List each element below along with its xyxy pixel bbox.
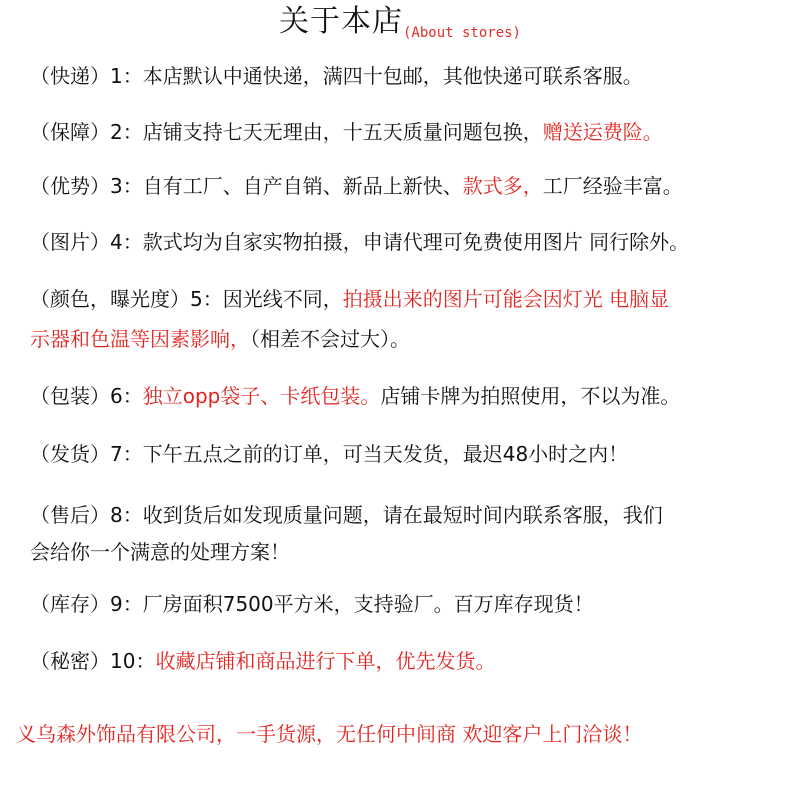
footer-company-line: 义乌森外饰品有限公司，一手货源，无任何中间商 欢迎客户上门洽谈！ [16,722,643,746]
title-sub: (About stores) [402,25,521,41]
item-text: 因光线不同， [222,287,343,311]
item-1 [30,62,643,90]
item-label: （库存）9： [30,592,143,616]
item-text: 店铺支持七天无理由，十五天质量问题包换， [142,120,543,144]
item-7 [30,440,628,468]
item-8 [30,501,663,529]
item-highlight-text: 款式多， [462,174,543,198]
item-8-cont [30,538,290,566]
item-text: 收到货后如发现质量问题，请在最短时间内联系客服，我们 [142,503,663,527]
item-3 [30,172,683,200]
item-highlight-text: 独立opp袋子、卡纸包装。 [142,384,381,408]
item-text: 会给你一个满意的处理方案！ [30,540,290,564]
item-highlight-text: 收藏店铺和商品进行下单，优先发货。 [155,649,496,673]
item-text: 厂房面积7500平方米，支持验厂。百万库存现货！ [142,592,594,616]
item-5-cont [30,325,410,353]
item-text: 工厂经验丰富。 [542,174,683,198]
item-label: （包装）6： [30,384,143,408]
item-highlight-text: 拍摄出来的图片可能会因灯光 电脑显 [342,287,670,311]
item-text: 款式均为自家实物拍摄，申请代理可免费使用图片 同行除外。 [142,230,690,254]
item-text: 店铺卡牌为拍照使用，不以为准。 [380,384,681,408]
item-2 [30,118,663,146]
item-text: 本店默认中通快递，满四十包邮，其他快递可联系客服。 [142,64,643,88]
item-10 [30,647,495,675]
item-label: （售后）8： [30,503,143,527]
item-label: （保障）2： [30,120,143,144]
item-text: 下午五点之前的订单，可当天发货，最迟48小时之内！ [142,442,629,466]
item-label: （优势）3： [30,174,143,198]
item-text: （相差不会过大）。 [250,327,410,351]
item-highlight-text: 示器和色温等因素影响， [30,327,250,351]
title-main: 关于本店 [278,4,403,39]
item-label: （快递）1： [30,64,143,88]
item-label: （图片）4： [30,230,143,254]
item-9 [30,590,594,618]
item-label: （颜色，曝光度）5： [30,287,223,311]
page-title [0,2,800,42]
item-label: （发货）7： [30,442,143,466]
item-4 [30,228,689,256]
item-highlight-text: 赠送运费险。 [542,120,663,144]
item-6 [30,382,680,410]
item-5 [30,285,669,313]
item-label: （秘密）10： [30,649,156,673]
item-text: 自有工厂、自产自销、新品上新快、 [142,174,463,198]
